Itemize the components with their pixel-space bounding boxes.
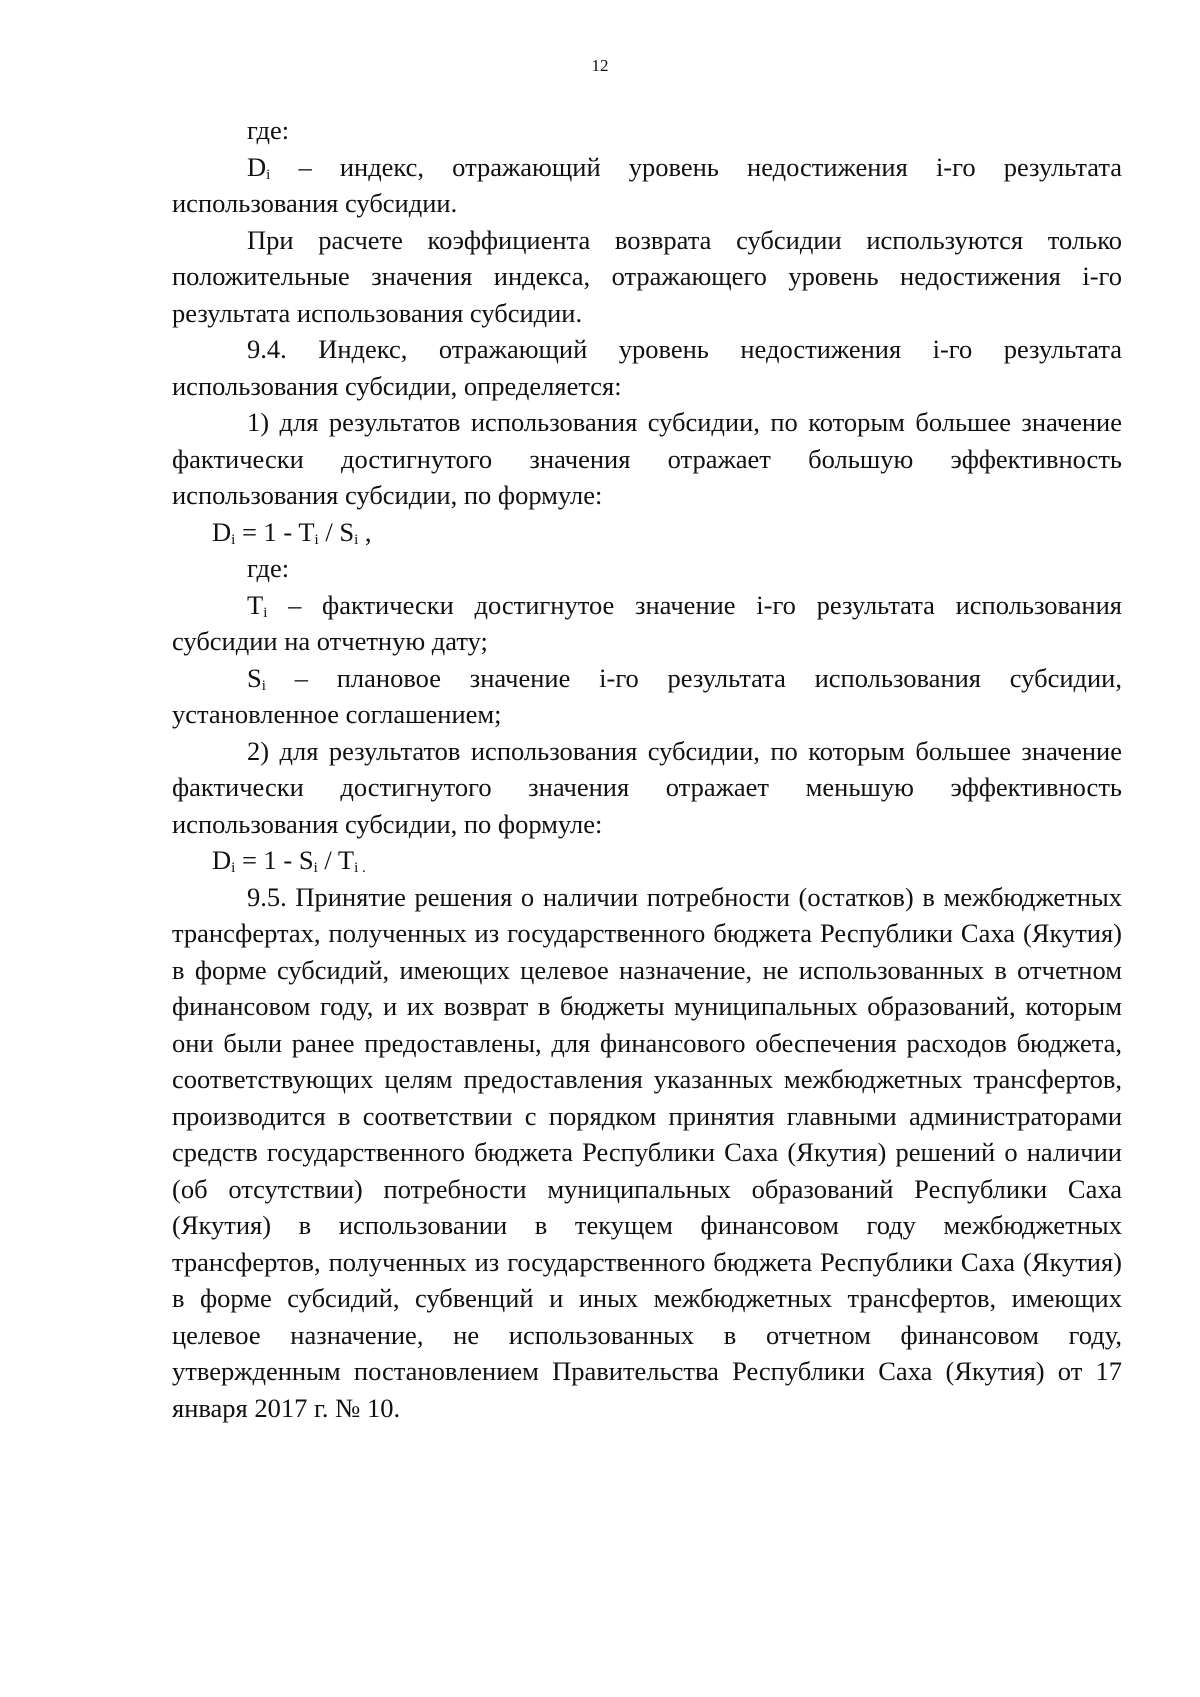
subscript-i: i xyxy=(263,604,268,621)
formula-sub: i xyxy=(231,531,236,548)
formula-var: S xyxy=(298,845,314,875)
formula-var: D xyxy=(212,516,232,547)
formula-2 xyxy=(172,842,1122,879)
formula-op: = 1 - xyxy=(235,845,299,875)
subscript-i: i xyxy=(266,166,271,183)
page-number: 12 xyxy=(591,56,609,75)
symbol-t: T xyxy=(247,589,264,620)
paragraph-item-2: 2) для результатов использования субсидии, по которым большее значение фактически достигнутого значения отражает меньшую эффективность использования субсидии, по формуле: xyxy=(172,735,1122,839)
paragraph-ti-definition xyxy=(172,587,1122,660)
definition-text: – индекс, отражающий уровень недостижения i-го результата использования субсидии. xyxy=(172,151,1122,218)
formula-op: = 1 - xyxy=(235,516,299,547)
paragraph-positive-values: При расчете коэффициента возврата субсидии используются только положительные значения индекса, отражающего уровень недостижения i-го результата использования субсидии. xyxy=(172,224,1122,328)
symbol-d: D xyxy=(247,151,267,182)
formula-sub: i . xyxy=(354,860,366,876)
symbol-s: S xyxy=(247,662,262,693)
formula-op: / xyxy=(317,845,338,875)
paragraph-9-4: 9.4. Индекс, отражающий уровень недостижения i-го результата использования субсидии, определяется: xyxy=(172,334,1122,401)
subscript-i: i xyxy=(261,677,266,694)
paragraph-9-5: 9.5. Принятие решения о наличии потребности (остатков) в межбюджетных трансфертах, полученных из государственного бюджета Республики Саха (Якутия) в форме субсидий, имеющих целевое назначение, не использованных в отчетном финансовом году, и их возврат в бюджеты муниципальных образований, которым они были ранее предоставлены, для финансового обеспечения расходов бюджета, соответствующих целям предоставления указанных межбюджетных трансфертов, производится в соответствии с порядком принятия главными администраторами средств государственного бюджета Республики Саха (Якутия) решений о наличии (об отсутствии) потребности муниципальных образований Республики Саха (Якутия) в использовании в текущем финансовом году межбюджетных трансфертов, полученных из государственного бюджета Республики Саха (Якутия) в форме субсидий, субвенций и иных межбюджетных трансфертов, имеющих целевое назначение, не использованных в отчетном финансовом году, утвержденным постановлением Правительства Республики Саха (Якутия) от 17 января 2017 г. № 10. xyxy=(172,881,1122,1423)
paragraph-where-2: где: xyxy=(247,553,290,583)
formula-sub: i xyxy=(354,531,359,548)
paragraph-where-1: где: xyxy=(247,115,290,145)
document-body xyxy=(172,112,1122,1426)
formula-var: D xyxy=(212,845,232,875)
formula-1 xyxy=(172,514,1122,551)
paragraph-di-definition xyxy=(172,149,1122,222)
formula-op: / xyxy=(318,516,340,547)
formula-var: T xyxy=(298,516,315,547)
paragraph-item-1: 1) для результатов использования субсидии, по которым большее значение фактически достигнутого значения отражает большую эффективность использования субсидии, по формуле: xyxy=(172,407,1122,510)
definition-text: – плановое значение i-го результата использования субсидии, установленное соглашением; xyxy=(172,662,1122,729)
formula-var: S xyxy=(339,516,355,547)
formula-end: , xyxy=(358,516,372,547)
definition-text: – фактически достигнутое значение i-го результата использования субсидии на отчетную дату; xyxy=(172,589,1122,656)
formula-sub: i xyxy=(313,860,318,876)
formula-var: T xyxy=(337,845,355,875)
formula-sub: i xyxy=(314,531,319,548)
paragraph-si-definition xyxy=(172,660,1122,733)
formula-sub: i xyxy=(231,860,236,876)
